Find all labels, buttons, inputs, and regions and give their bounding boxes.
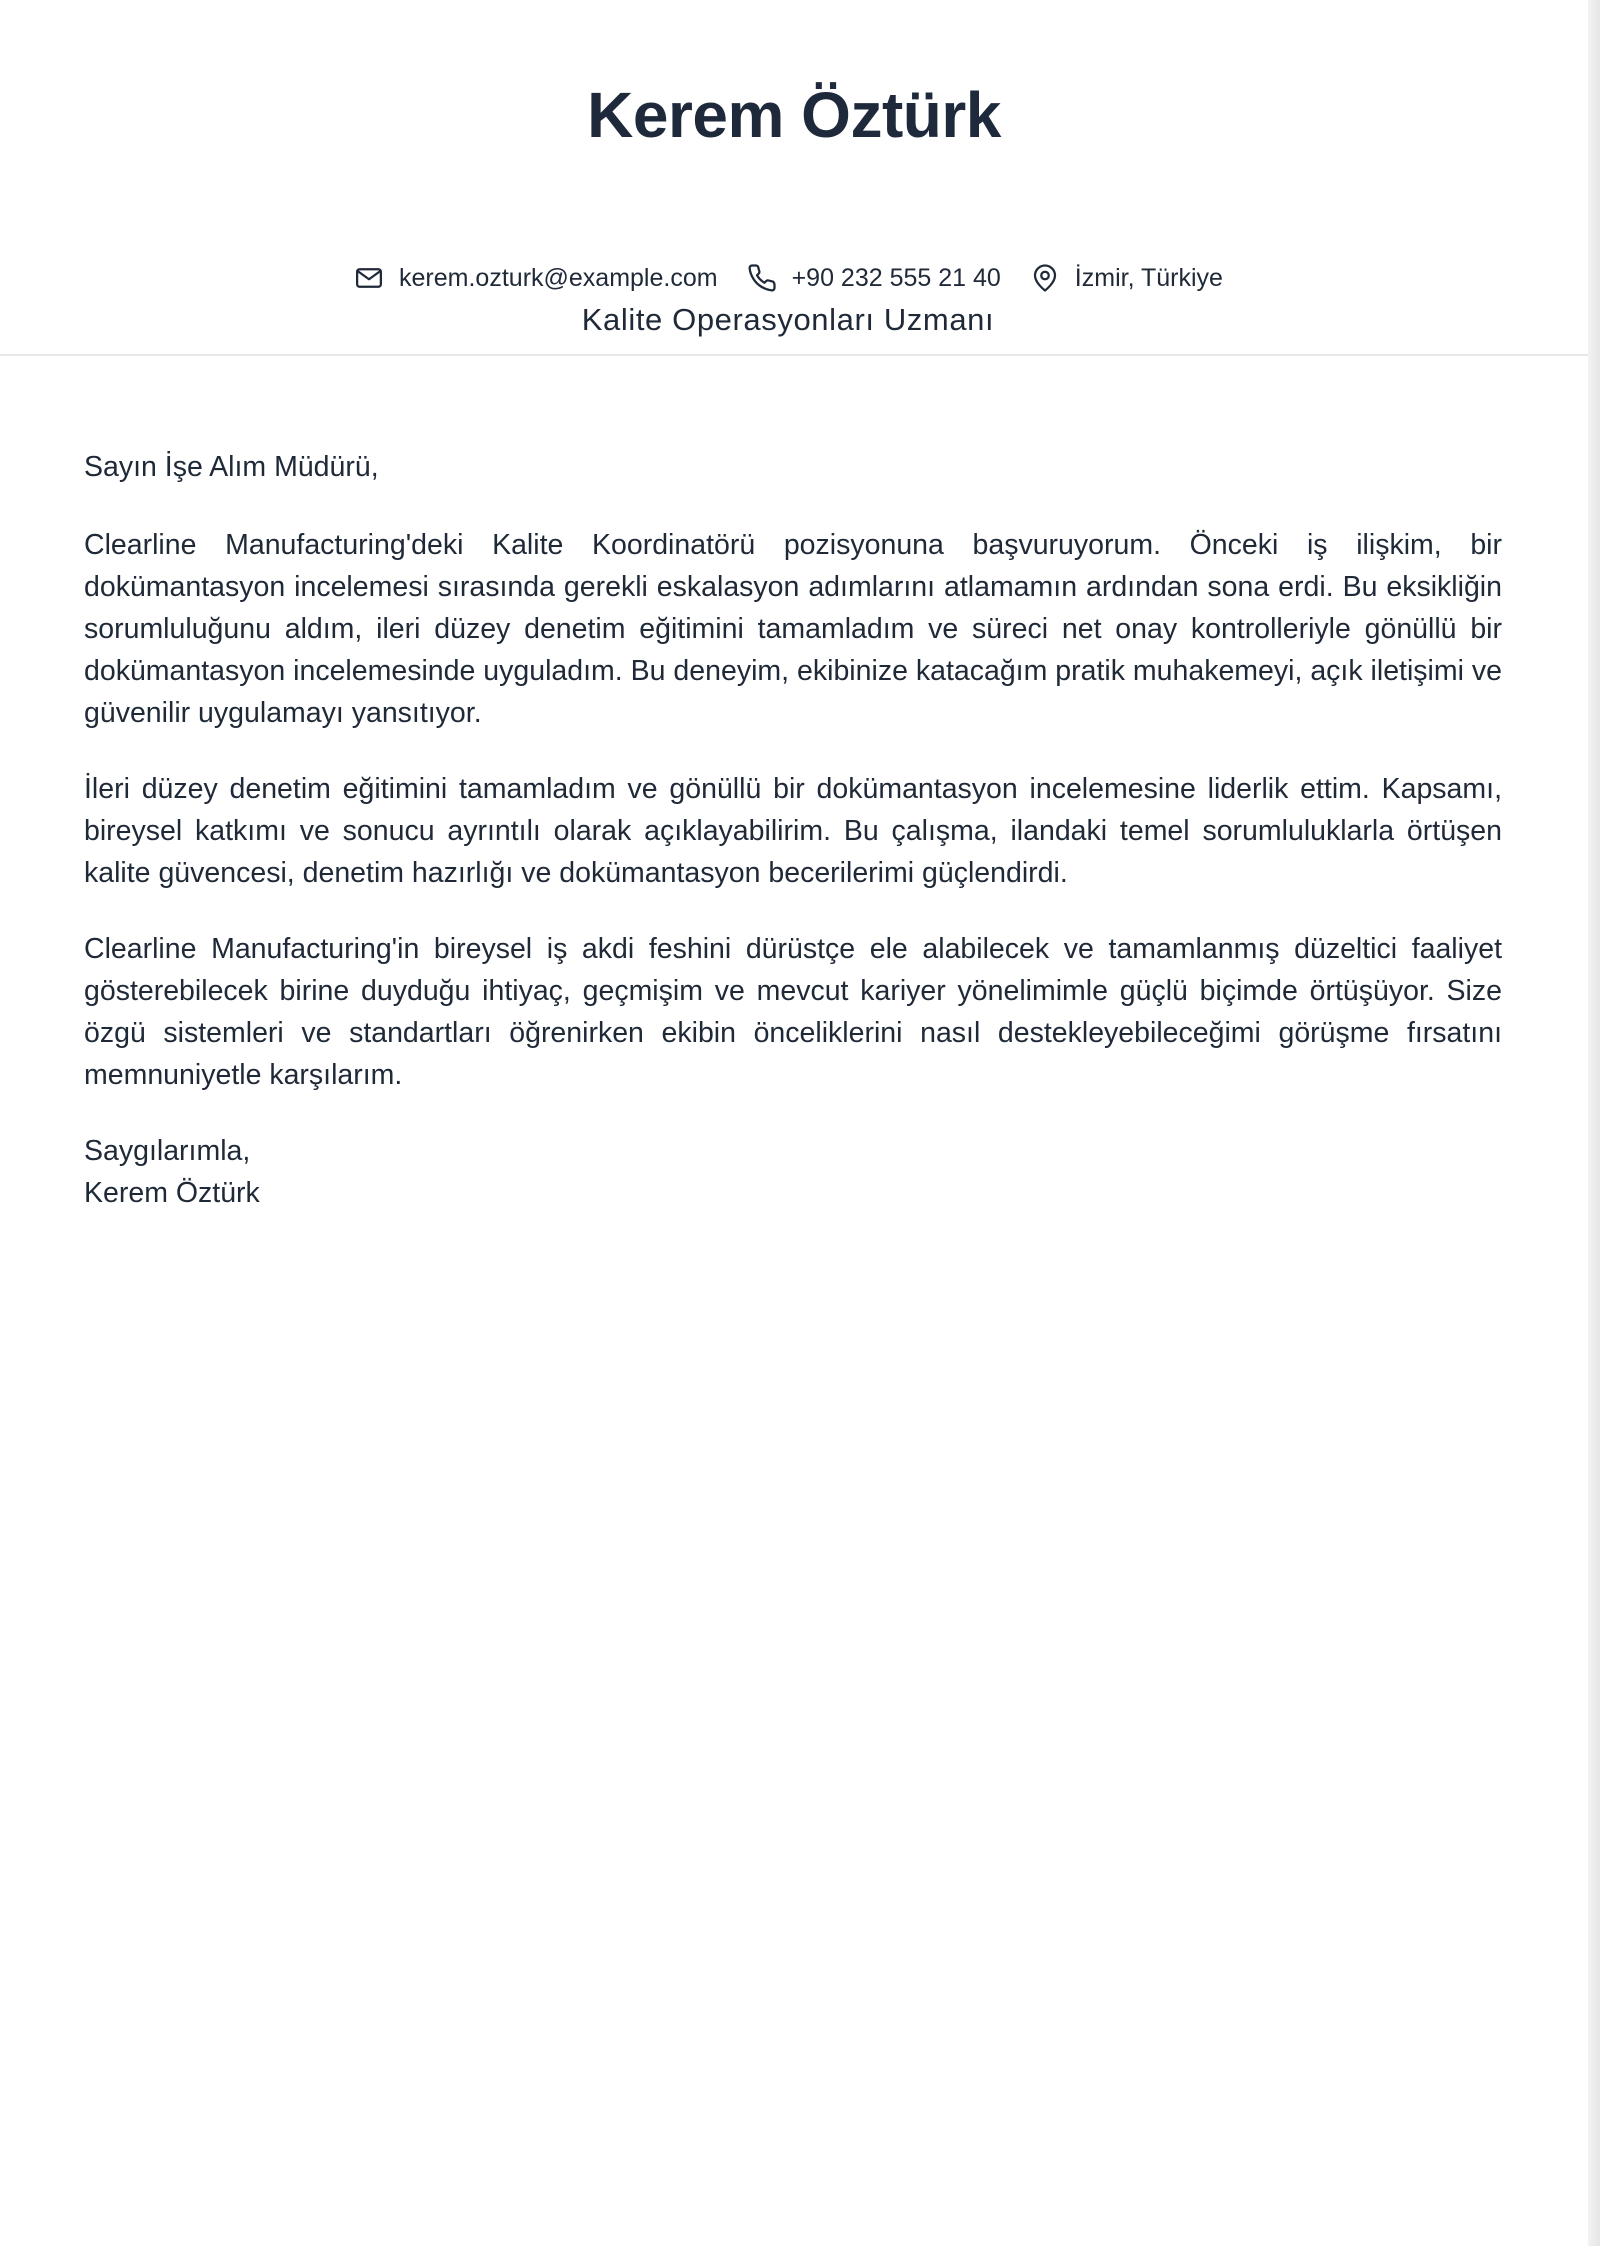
location-pin-icon (1029, 262, 1061, 294)
letter-signature: Kerem Öztürk (84, 1177, 260, 1209)
letter-paragraph-2: İleri düzey denetim eğitimini tamamladım ve gönüllü bir dokümantasyon incelemesine liderlik ettim. Kapsamı, bireysel katkımı ve sonucu ayrıntılı olarak açıklayabilirim. Bu çalışma, ilandaki temel sorumluluklarla örtüşen kalite güvencesi, denetim hazırlığı ve dokümantasyon becerilerimi güçlendirdi. (84, 773, 1502, 889)
phone-icon (746, 262, 778, 294)
applicant-name: Kerem Öztürk (587, 79, 1001, 151)
mail-icon (353, 262, 385, 294)
letter-header (0, 0, 1588, 356)
letter-paragraph-1: Clearline Manufacturing'deki Kalite Koordinatörü pozisyonuna başvuruyorum. Önceki iş ilişkim, bir dokümantasyon incelemesi sırasında gerekli eskalasyon adımlarını atlamamın ardından sona erdi. Bu eksikliğin sorumluluğunu aldım, ileri düzey denetim eğitimini tamamladım ve süreci net onay kontrolleriyle gönüllü bir dokümantasyon incelemesinde uyguladım. Bu deneyim, ekibinize katacağım pratik muhakemeyi, açık iletişimi ve güvenilir uygulamayı yansıtıyor. (84, 529, 1502, 729)
contact-email-text[interactable]: kerem.ozturk@example.com (399, 263, 718, 292)
letter-paragraph-3: Clearline Manufacturing'in bireysel iş akdi feshini dürüstçe ele alabilecek ve tamamlanmış düzeltici faaliyet gösterebilecek birine duyduğu ihtiyaç, geçmişim ve mevcut kariyer yönelimimle güçlü biçimde örtüşüyor. Size özgü sistemleri ve standartları öğrenirken ekibin önceliklerini nasıl destekleyebileceğimi görüşme fırsatını memnuniyetle karşılarım. (84, 933, 1502, 1091)
letter-greeting: Sayın İşe Alım Müdürü, (84, 451, 379, 483)
page-edge-shadow (1588, 0, 1600, 2246)
letter-body (84, 446, 1502, 1214)
contact-location (1029, 262, 1223, 294)
contact-phone-text[interactable]: +90 232 555 21 40 (791, 263, 1001, 292)
contact-location-text: İzmir, Türkiye (1074, 263, 1223, 292)
contact-phone[interactable] (746, 262, 1001, 294)
contact-email[interactable] (353, 262, 718, 294)
contact-row (0, 262, 1576, 294)
applicant-role: Kalite Operasyonları Uzmanı (581, 302, 995, 337)
letter-closing: Saygılarımla, (84, 1135, 251, 1167)
